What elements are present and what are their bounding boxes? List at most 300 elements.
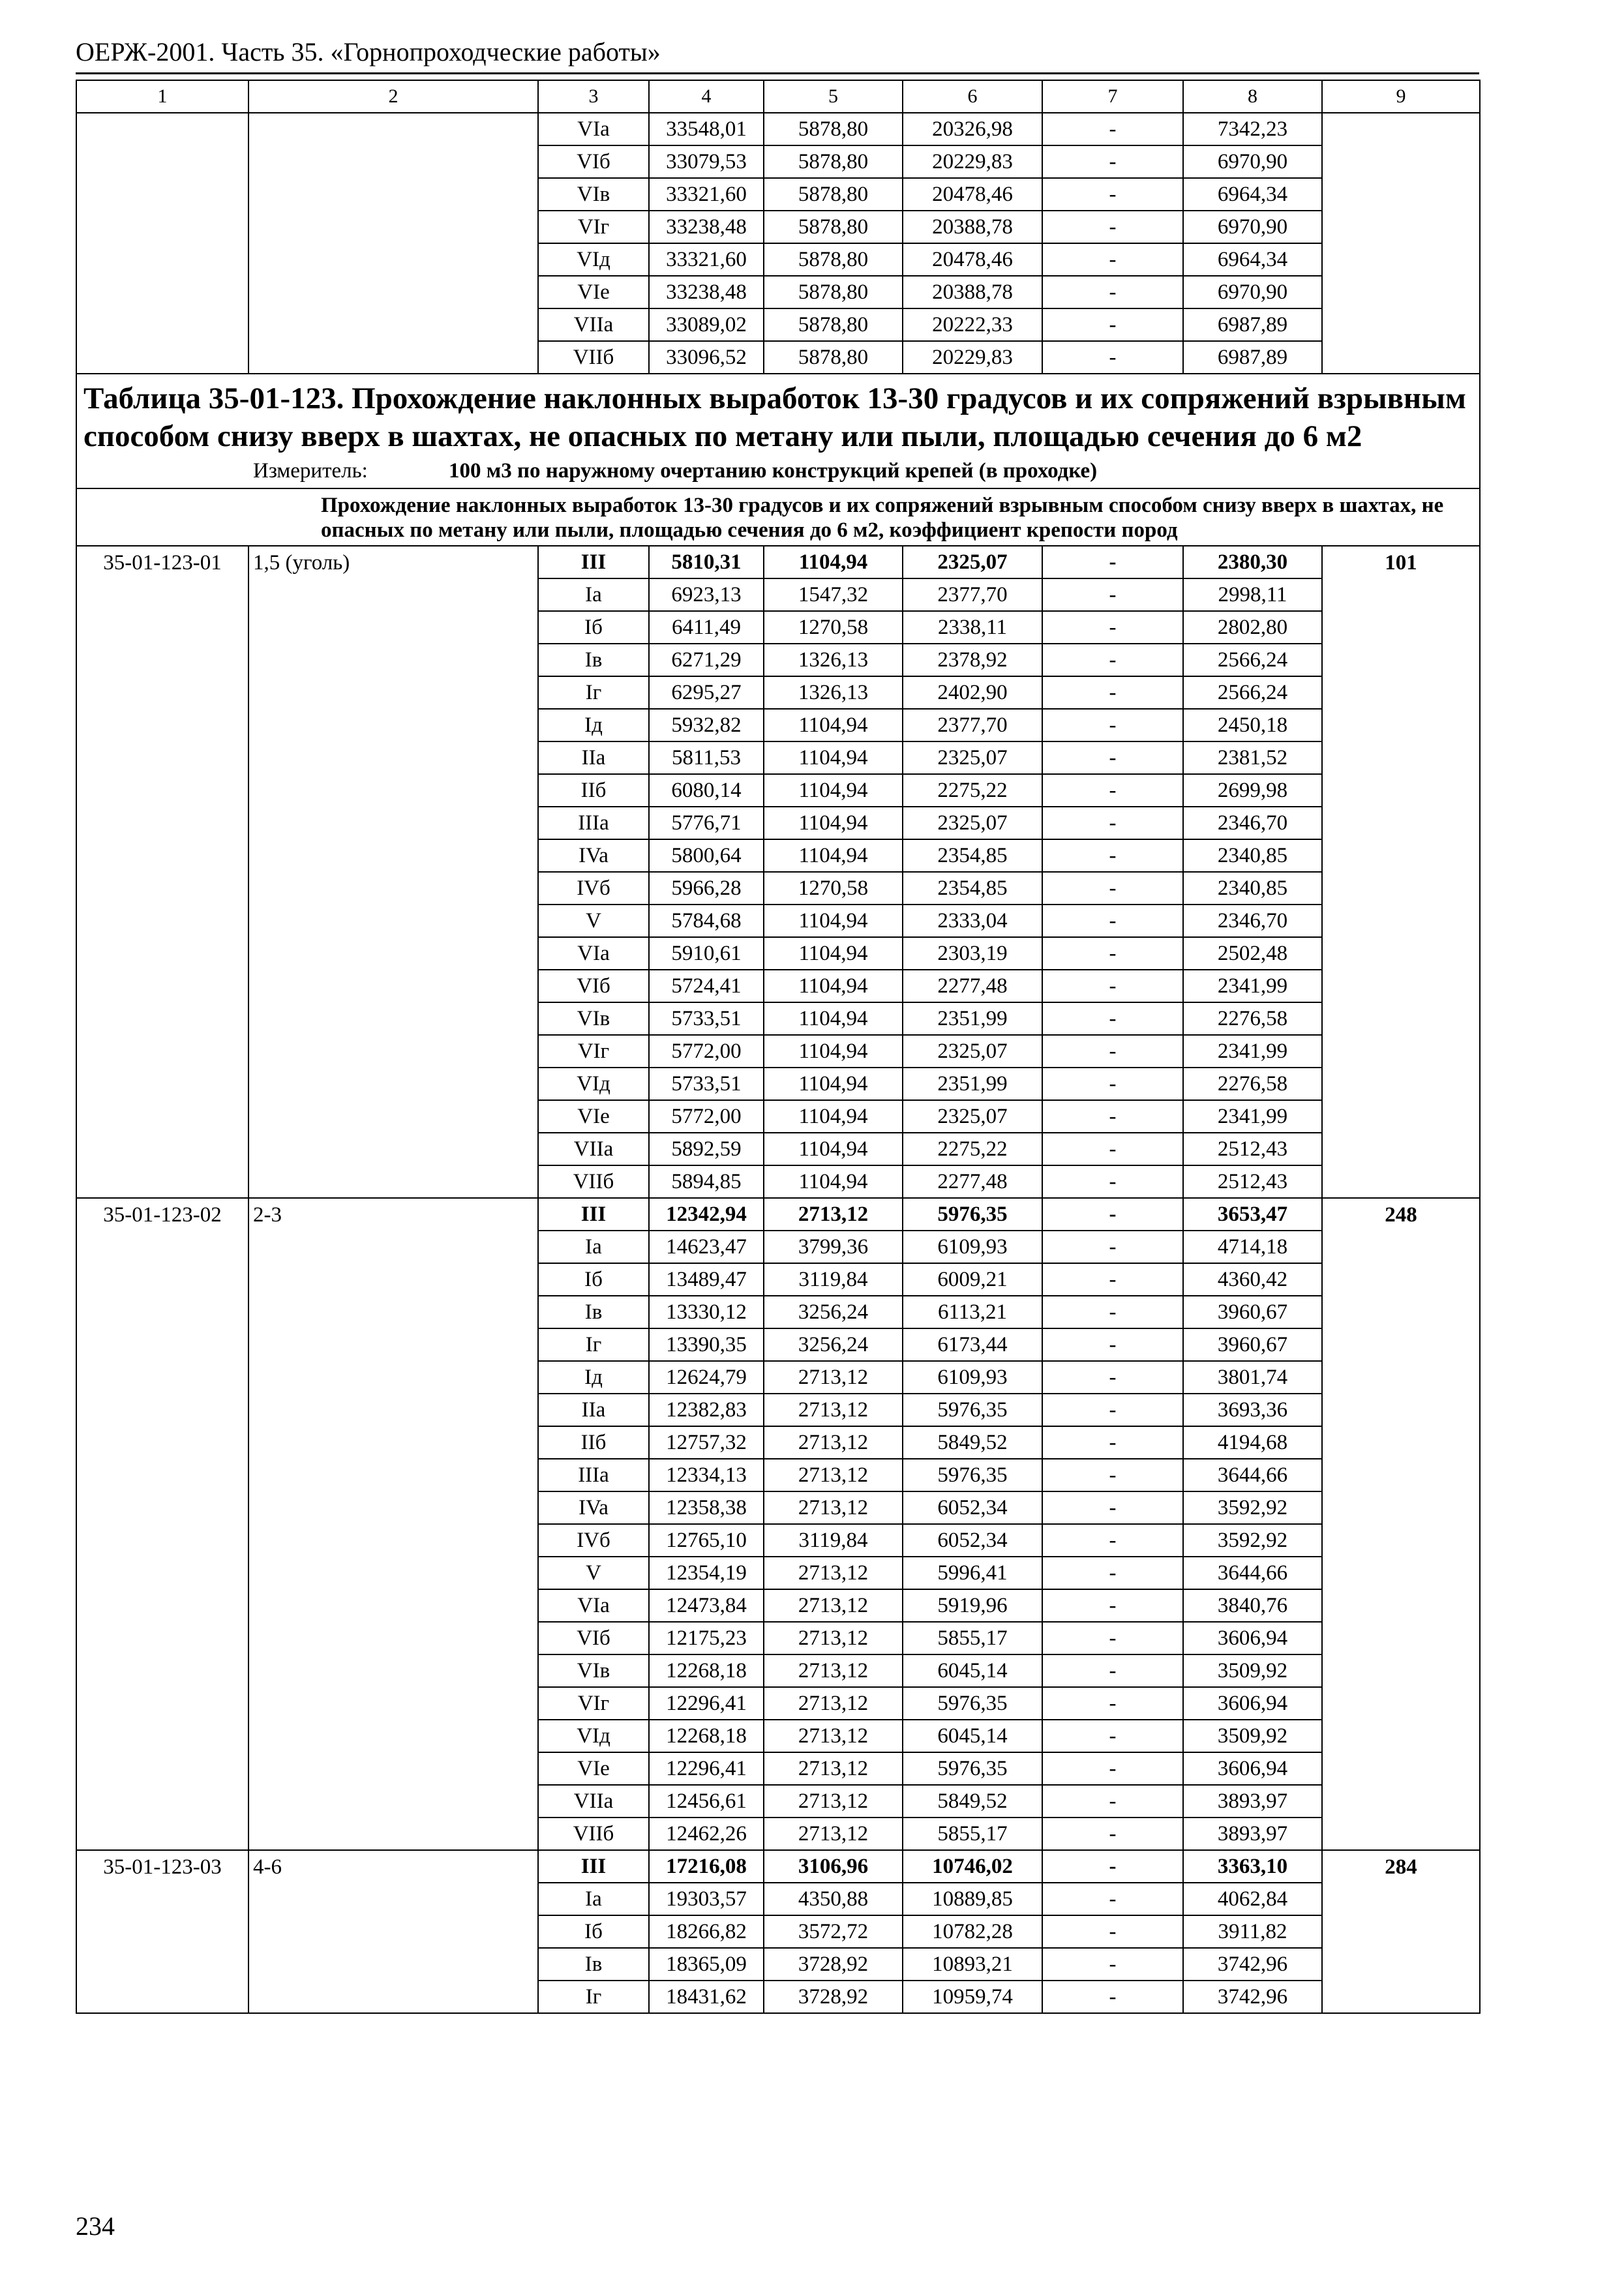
cell-c6: 2325,07 (903, 741, 1042, 774)
column-number: 7 (1042, 80, 1183, 113)
cell-c4: 18365,09 (649, 1948, 764, 1981)
cell-c6: 10959,74 (903, 1981, 1042, 2013)
cell-c3: VIг (538, 1687, 649, 1720)
cell-c3: VIб (538, 970, 649, 1002)
page-number: 234 (76, 2211, 115, 2241)
cell-c7: - (1042, 709, 1183, 741)
cell-c5: 5878,80 (764, 276, 903, 308)
cell-c6: 20229,83 (903, 145, 1042, 178)
c9-cell-empty (1322, 113, 1480, 374)
cell-c3: IIa (538, 741, 649, 774)
cell-c5: 2713,12 (764, 1622, 903, 1654)
cell-c3: VIд (538, 243, 649, 276)
cell-c8: 7342,23 (1183, 113, 1322, 145)
cell-c4: 5810,31 (649, 546, 764, 578)
cell-c5: 3256,24 (764, 1296, 903, 1328)
cell-c6: 2338,11 (903, 611, 1042, 644)
cell-c7: - (1042, 1491, 1183, 1524)
work-description: Прохождение наклонных выработок 13-30 градусов и их сопряжений взрывным способом снизу вверх в шахтах, не опасных по метану или пыли, площадью сечения до 6 м2, коэффициент крепости пород (76, 488, 1480, 546)
description-row (76, 488, 1480, 546)
cell-c4: 14623,47 (649, 1231, 764, 1263)
table-row (76, 1850, 1480, 1883)
table-row (76, 546, 1480, 578)
cell-c3: IVб (538, 1524, 649, 1557)
cell-c6: 6113,21 (903, 1296, 1042, 1328)
cell-c3: IVб (538, 872, 649, 905)
cell-c7: - (1042, 1948, 1183, 1981)
cell-c8: 3509,92 (1183, 1720, 1322, 1752)
cell-c8: 3606,94 (1183, 1752, 1322, 1785)
cell-c8: 2346,70 (1183, 905, 1322, 937)
cell-c6: 20478,46 (903, 243, 1042, 276)
cell-c4: 18266,82 (649, 1915, 764, 1948)
cell-c4: 12296,41 (649, 1687, 764, 1720)
cell-c6: 2303,19 (903, 937, 1042, 970)
cell-c4: 5932,82 (649, 709, 764, 741)
cell-c5: 2713,12 (764, 1361, 903, 1394)
cell-c5: 3256,24 (764, 1328, 903, 1361)
cell-c7: - (1042, 1035, 1183, 1068)
cell-c3: VIд (538, 1068, 649, 1100)
cell-c8: 3742,96 (1183, 1981, 1322, 2013)
cell-c5: 2713,12 (764, 1394, 903, 1426)
cell-c8: 3606,94 (1183, 1687, 1322, 1720)
cell-c3: III (538, 1850, 649, 1883)
rate-code: 35-01-123-02 (76, 1198, 248, 1850)
cell-c4: 12456,61 (649, 1785, 764, 1818)
cell-c4: 5776,71 (649, 807, 764, 839)
cell-c8: 6964,34 (1183, 178, 1322, 211)
cell-c7: - (1042, 243, 1183, 276)
meter-value: 100 м3 по наружному очертанию конструкций крепей (в проходке) (449, 459, 1098, 483)
name-cell-empty (248, 113, 538, 374)
cell-c6: 6109,93 (903, 1231, 1042, 1263)
cell-c7: - (1042, 1818, 1183, 1850)
cell-c8: 6970,90 (1183, 145, 1322, 178)
cell-c6: 2354,85 (903, 872, 1042, 905)
cell-c6: 2351,99 (903, 1002, 1042, 1035)
cell-c3: VIIб (538, 341, 649, 374)
cell-c3: V (538, 905, 649, 937)
cell-c6: 6009,21 (903, 1263, 1042, 1296)
meter-line (83, 458, 1473, 484)
cell-c7: - (1042, 1002, 1183, 1035)
cell-c5: 3119,84 (764, 1263, 903, 1296)
cell-c7: - (1042, 1459, 1183, 1491)
cell-c5: 1104,94 (764, 709, 903, 741)
cell-c7: - (1042, 276, 1183, 308)
cell-c8: 2802,80 (1183, 611, 1322, 644)
cell-c5: 1104,94 (764, 1133, 903, 1165)
cell-c4: 12175,23 (649, 1622, 764, 1654)
cell-c5: 2713,12 (764, 1818, 903, 1850)
cell-c5: 1104,94 (764, 937, 903, 970)
cell-c6: 2325,07 (903, 807, 1042, 839)
cell-c3: VIIa (538, 1785, 649, 1818)
cell-c5: 2713,12 (764, 1459, 903, 1491)
cell-c4: 18431,62 (649, 1981, 764, 2013)
cell-c7: - (1042, 1687, 1183, 1720)
cell-c4: 12354,19 (649, 1557, 764, 1589)
cell-c3: VIв (538, 1002, 649, 1035)
cell-c4: 12334,13 (649, 1459, 764, 1491)
cell-c8: 2341,99 (1183, 1035, 1322, 1068)
cell-c3: V (538, 1557, 649, 1589)
cell-c7: - (1042, 676, 1183, 709)
cell-c7: - (1042, 546, 1183, 578)
cell-c4: 33548,01 (649, 113, 764, 145)
cell-c3: Iб (538, 611, 649, 644)
cell-c7: - (1042, 1426, 1183, 1459)
cell-c5: 1104,94 (764, 1165, 903, 1198)
cell-c4: 12765,10 (649, 1524, 764, 1557)
column-number: 5 (764, 80, 903, 113)
cell-c4: 19303,57 (649, 1883, 764, 1915)
cell-c4: 12473,84 (649, 1589, 764, 1622)
cell-c8: 3592,92 (1183, 1524, 1322, 1557)
column-number: 3 (538, 80, 649, 113)
cell-c4: 12382,83 (649, 1394, 764, 1426)
cell-c6: 6109,93 (903, 1361, 1042, 1394)
cell-c3: IIa (538, 1394, 649, 1426)
cell-c8: 6964,34 (1183, 243, 1322, 276)
cell-c7: - (1042, 1589, 1183, 1622)
cell-c3: Iв (538, 1948, 649, 1981)
cell-c6: 2351,99 (903, 1068, 1042, 1100)
cell-c5: 2713,12 (764, 1687, 903, 1720)
cell-c7: - (1042, 1622, 1183, 1654)
cell-c8: 6987,89 (1183, 308, 1322, 341)
cell-c5: 1547,32 (764, 578, 903, 611)
labor-cost: 248 (1322, 1198, 1480, 1850)
cell-c8: 2340,85 (1183, 839, 1322, 872)
labor-cost: 284 (1322, 1850, 1480, 2013)
cell-c6: 20229,83 (903, 341, 1042, 374)
cell-c6: 20222,33 (903, 308, 1042, 341)
cell-c5: 2713,12 (764, 1785, 903, 1818)
cell-c3: Ia (538, 1883, 649, 1915)
cell-c7: - (1042, 1915, 1183, 1948)
cell-c8: 2341,99 (1183, 970, 1322, 1002)
cell-c7: - (1042, 1198, 1183, 1231)
cell-c7: - (1042, 1328, 1183, 1361)
cell-c7: - (1042, 1296, 1183, 1328)
cell-c8: 2450,18 (1183, 709, 1322, 741)
cell-c5: 1104,94 (764, 546, 903, 578)
cell-c8: 2566,24 (1183, 644, 1322, 676)
cell-c3: Iд (538, 709, 649, 741)
cell-c7: - (1042, 1981, 1183, 2013)
cell-c4: 12342,94 (649, 1198, 764, 1231)
cell-c3: IVa (538, 1491, 649, 1524)
cell-c4: 6411,49 (649, 611, 764, 644)
cell-c4: 5811,53 (649, 741, 764, 774)
cell-c7: - (1042, 937, 1183, 970)
cell-c5: 1326,13 (764, 676, 903, 709)
cell-c8: 3653,47 (1183, 1198, 1322, 1231)
cell-c3: Ia (538, 1231, 649, 1263)
cell-c6: 2277,48 (903, 1165, 1042, 1198)
cell-c5: 2713,12 (764, 1557, 903, 1589)
cell-c6: 5976,35 (903, 1687, 1042, 1720)
cell-c7: - (1042, 970, 1183, 1002)
cell-c3: VIa (538, 113, 649, 145)
cell-c5: 2713,12 (764, 1654, 903, 1687)
table-row (76, 113, 1480, 145)
cell-c4: 17216,08 (649, 1850, 764, 1883)
cell-c7: - (1042, 1361, 1183, 1394)
cell-c8: 3960,67 (1183, 1296, 1322, 1328)
cell-c3: Ia (538, 578, 649, 611)
cell-c7: - (1042, 1165, 1183, 1198)
cell-c5: 1104,94 (764, 774, 903, 807)
cell-c8: 2380,30 (1183, 546, 1322, 578)
cell-c5: 4350,88 (764, 1883, 903, 1915)
cell-c5: 1104,94 (764, 741, 903, 774)
cell-c7: - (1042, 774, 1183, 807)
cell-c6: 2377,70 (903, 578, 1042, 611)
cell-c6: 2333,04 (903, 905, 1042, 937)
cell-c6: 6045,14 (903, 1654, 1042, 1687)
cell-c3: III (538, 546, 649, 578)
cell-c8: 3893,97 (1183, 1785, 1322, 1818)
cell-c6: 10746,02 (903, 1850, 1042, 1883)
cell-c5: 1270,58 (764, 611, 903, 644)
cell-c7: - (1042, 113, 1183, 145)
cell-c7: - (1042, 644, 1183, 676)
cell-c6: 5996,41 (903, 1557, 1042, 1589)
cell-c8: 2566,24 (1183, 676, 1322, 709)
cell-c6: 20388,78 (903, 211, 1042, 243)
cell-c7: - (1042, 872, 1183, 905)
cell-c6: 20478,46 (903, 178, 1042, 211)
cell-c7: - (1042, 807, 1183, 839)
cell-c4: 5892,59 (649, 1133, 764, 1165)
cell-c8: 3801,74 (1183, 1361, 1322, 1394)
cell-c7: - (1042, 1720, 1183, 1752)
cell-c3: VIe (538, 276, 649, 308)
cell-c7: - (1042, 1394, 1183, 1426)
rock-hardness: 2-3 (248, 1198, 538, 1850)
cell-c7: - (1042, 839, 1183, 872)
cell-c4: 12268,18 (649, 1720, 764, 1752)
cell-c4: 12624,79 (649, 1361, 764, 1394)
cell-c3: IIб (538, 774, 649, 807)
cell-c8: 2998,11 (1183, 578, 1322, 611)
cell-c3: VIIa (538, 1133, 649, 1165)
cell-c6: 5976,35 (903, 1198, 1042, 1231)
cell-c4: 5784,68 (649, 905, 764, 937)
cell-c8: 3363,10 (1183, 1850, 1322, 1883)
cell-c8: 3693,36 (1183, 1394, 1322, 1426)
cell-c4: 33321,60 (649, 243, 764, 276)
cell-c7: - (1042, 578, 1183, 611)
rates-table (76, 80, 1481, 2014)
column-number: 1 (76, 80, 248, 113)
cell-c3: VIд (538, 1720, 649, 1752)
cell-c8: 2381,52 (1183, 741, 1322, 774)
cell-c5: 3119,84 (764, 1524, 903, 1557)
cell-c7: - (1042, 1752, 1183, 1785)
cell-c5: 2713,12 (764, 1426, 903, 1459)
cell-c4: 12757,32 (649, 1426, 764, 1459)
cell-c3: IIIa (538, 807, 649, 839)
cell-c8: 3592,92 (1183, 1491, 1322, 1524)
cell-c5: 3572,72 (764, 1915, 903, 1948)
cell-c7: - (1042, 1557, 1183, 1589)
cell-c6: 5849,52 (903, 1426, 1042, 1459)
cell-c6: 2275,22 (903, 774, 1042, 807)
rock-hardness: 1,5 (уголь) (248, 546, 538, 1198)
cell-c8: 3509,92 (1183, 1654, 1322, 1687)
cell-c4: 6923,13 (649, 578, 764, 611)
cell-c6: 2378,92 (903, 644, 1042, 676)
cell-c4: 5772,00 (649, 1035, 764, 1068)
table-title-row (76, 374, 1480, 488)
cell-c5: 1104,94 (764, 1035, 903, 1068)
cell-c7: - (1042, 1654, 1183, 1687)
rate-code: 35-01-123-03 (76, 1850, 248, 2013)
cell-c3: VIв (538, 178, 649, 211)
labor-cost: 101 (1322, 546, 1480, 1198)
cell-c8: 2502,48 (1183, 937, 1322, 970)
column-number: 9 (1322, 80, 1480, 113)
cell-c5: 3106,96 (764, 1850, 903, 1883)
cell-c5: 3728,92 (764, 1948, 903, 1981)
cell-c5: 1104,94 (764, 1002, 903, 1035)
cell-c4: 12268,18 (649, 1654, 764, 1687)
cell-c6: 10893,21 (903, 1948, 1042, 1981)
cell-c5: 2713,12 (764, 1198, 903, 1231)
cell-c3: IIIa (538, 1459, 649, 1491)
cell-c7: - (1042, 1883, 1183, 1915)
cell-c3: Iв (538, 1296, 649, 1328)
cell-c3: Iд (538, 1361, 649, 1394)
cell-c8: 6987,89 (1183, 341, 1322, 374)
column-number: 8 (1183, 80, 1322, 113)
cell-c3: VIa (538, 1589, 649, 1622)
cell-c6: 2325,07 (903, 1035, 1042, 1068)
cell-c3: Iб (538, 1263, 649, 1296)
cell-c5: 1104,94 (764, 807, 903, 839)
cell-c6: 5855,17 (903, 1818, 1042, 1850)
rock-hardness: 4-6 (248, 1850, 538, 2013)
cell-c8: 2512,43 (1183, 1165, 1322, 1198)
cell-c8: 3840,76 (1183, 1589, 1322, 1622)
meter-label: Измеритель: (253, 459, 368, 483)
cell-c4: 6271,29 (649, 644, 764, 676)
column-number-row (76, 80, 1480, 113)
cell-c6: 20388,78 (903, 276, 1042, 308)
column-number: 2 (248, 80, 538, 113)
cell-c3: Iг (538, 1328, 649, 1361)
cell-c5: 3728,92 (764, 1981, 903, 2013)
cell-c6: 2377,70 (903, 709, 1042, 741)
cell-c8: 4360,42 (1183, 1263, 1322, 1296)
cell-c4: 6295,27 (649, 676, 764, 709)
cell-c8: 2340,85 (1183, 872, 1322, 905)
cell-c6: 2277,48 (903, 970, 1042, 1002)
cell-c7: - (1042, 611, 1183, 644)
cell-c5: 5878,80 (764, 211, 903, 243)
cell-c8: 2699,98 (1183, 774, 1322, 807)
table-title: Таблица 35-01-123. Прохождение наклонных выработок 13-30 градусов и их сопряжений взрывным способом снизу вверх в шахтах, не опасных по метану или пыли, площадью сечения до 6 м2 (83, 382, 1466, 453)
cell-c4: 5733,51 (649, 1068, 764, 1100)
cell-c4: 13390,35 (649, 1328, 764, 1361)
cell-c7: - (1042, 308, 1183, 341)
cell-c4: 5966,28 (649, 872, 764, 905)
cell-c5: 5878,80 (764, 341, 903, 374)
cell-c5: 5878,80 (764, 308, 903, 341)
cell-c4: 5733,51 (649, 1002, 764, 1035)
cell-c4: 33321,60 (649, 178, 764, 211)
cell-c8: 3911,82 (1183, 1915, 1322, 1948)
cell-c8: 6970,90 (1183, 276, 1322, 308)
cell-c5: 2713,12 (764, 1491, 903, 1524)
column-number: 4 (649, 80, 764, 113)
code-cell-empty (76, 113, 248, 374)
table-row (76, 1198, 1480, 1231)
cell-c7: - (1042, 341, 1183, 374)
cell-c8: 3960,67 (1183, 1328, 1322, 1361)
cell-c6: 5976,35 (903, 1459, 1042, 1491)
cell-c3: Iг (538, 1981, 649, 2013)
cell-c6: 10782,28 (903, 1915, 1042, 1948)
cell-c3: VIe (538, 1752, 649, 1785)
cell-c7: - (1042, 1100, 1183, 1133)
cell-c7: - (1042, 1068, 1183, 1100)
cell-c3: VIIб (538, 1818, 649, 1850)
cell-c4: 5800,64 (649, 839, 764, 872)
page-header-title: ОЕРЖ-2001. Часть 35. «Горнопроходческие работы» (76, 37, 661, 67)
cell-c3: VIa (538, 937, 649, 970)
cell-c3: VIв (538, 1654, 649, 1687)
cell-c3: VIIa (538, 308, 649, 341)
cell-c7: - (1042, 178, 1183, 211)
cell-c3: IVa (538, 839, 649, 872)
header-rule (76, 72, 1479, 74)
cell-c3: VIб (538, 145, 649, 178)
cell-c5: 2713,12 (764, 1752, 903, 1785)
cell-c4: 5894,85 (649, 1165, 764, 1198)
cell-c8: 3893,97 (1183, 1818, 1322, 1850)
cell-c4: 5910,61 (649, 937, 764, 970)
cell-c7: - (1042, 1231, 1183, 1263)
cell-c8: 3644,66 (1183, 1557, 1322, 1589)
cell-c7: - (1042, 905, 1183, 937)
cell-c4: 5724,41 (649, 970, 764, 1002)
cell-c3: Iб (538, 1915, 649, 1948)
cell-c4: 13330,12 (649, 1296, 764, 1328)
cell-c6: 2325,07 (903, 546, 1042, 578)
cell-c8: 2346,70 (1183, 807, 1322, 839)
cell-c7: - (1042, 1850, 1183, 1883)
cell-c5: 1104,94 (764, 839, 903, 872)
cell-c5: 5878,80 (764, 113, 903, 145)
cell-c8: 4062,84 (1183, 1883, 1322, 1915)
cell-c4: 5772,00 (649, 1100, 764, 1133)
cell-c8: 2341,99 (1183, 1100, 1322, 1133)
cell-c6: 6052,34 (903, 1524, 1042, 1557)
cell-c5: 1270,58 (764, 872, 903, 905)
cell-c4: 12462,26 (649, 1818, 764, 1850)
cell-c4: 6080,14 (649, 774, 764, 807)
cell-c6: 5919,96 (903, 1589, 1042, 1622)
cell-c4: 33096,52 (649, 341, 764, 374)
cell-c8: 3742,96 (1183, 1948, 1322, 1981)
cell-c5: 1104,94 (764, 970, 903, 1002)
cell-c6: 6173,44 (903, 1328, 1042, 1361)
